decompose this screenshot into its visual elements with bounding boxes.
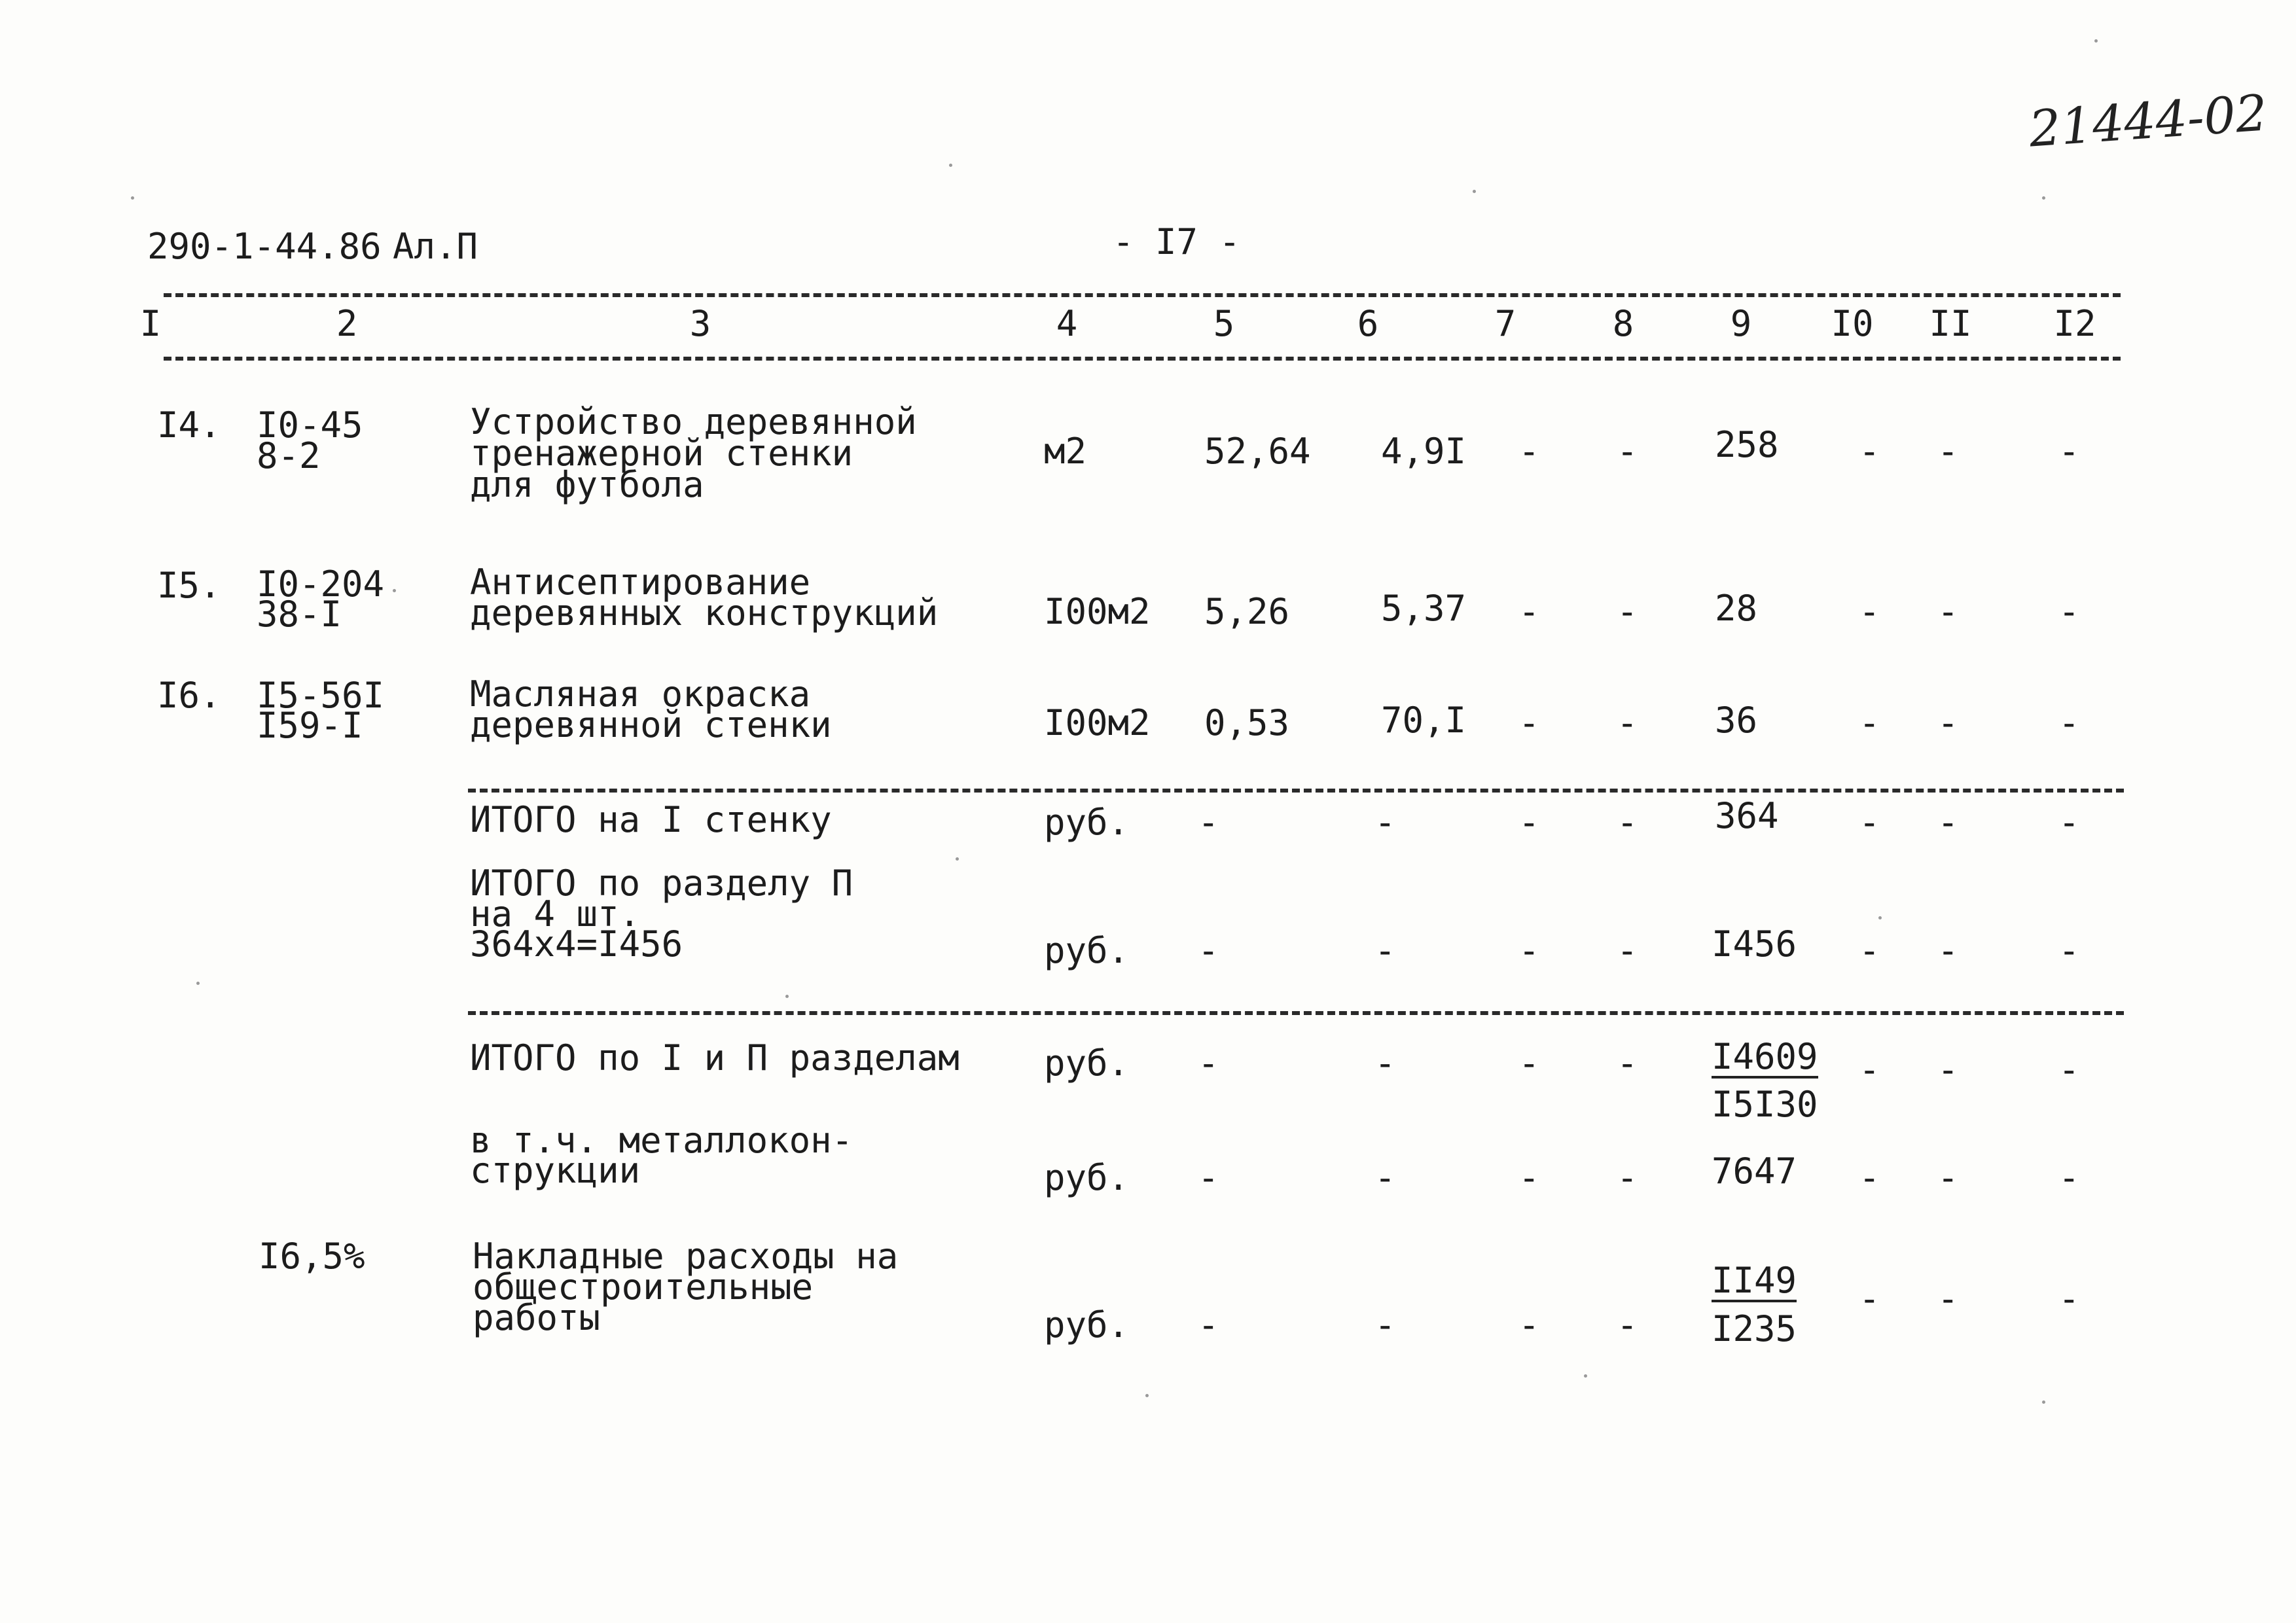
row-col10: - [1859,431,1880,472]
row-description: для футбола [470,464,704,505]
document-code: 290-1-44.86 [147,226,382,267]
scan-speck [2042,1400,2045,1404]
row-col11: - [1937,702,1959,743]
total-col9: 364 [1715,795,1779,836]
summary-col6: - [1374,1304,1396,1346]
total-description: ИТОГО на I стенку [470,799,832,840]
row-col5: 52,64 [1204,431,1311,472]
summary-col8: - [1617,1304,1638,1346]
total-col10: - [1859,802,1880,843]
total-unit: руб. [1044,930,1130,971]
row-col10: - [1859,591,1880,632]
total-col8: - [1617,930,1638,971]
row-code: I0-45 [257,404,363,446]
document-stamp: 21444-02 [2027,83,2269,158]
summary-col6: - [1374,1043,1396,1084]
scan-speck [2042,196,2045,200]
row-col6: 5,37 [1381,588,1467,629]
summary-unit: руб. [1044,1304,1130,1346]
summary-description: в т.ч. металлокон- [470,1120,853,1161]
total-col11: - [1937,802,1959,843]
row-number: I6. [157,675,221,716]
row-col12: - [2058,591,2080,632]
total-unit: руб. [1044,802,1130,843]
summary-description: Накладные расходы на [473,1236,899,1277]
scan-speck [1145,1394,1149,1397]
scan-speck [785,995,789,998]
summary-col6: - [1374,1157,1396,1198]
summary-description: работы [473,1297,601,1338]
summary-col7: - [1518,1043,1540,1084]
row-unit: м2 [1044,431,1087,472]
document-sheet: Ал.П [393,226,478,267]
summary-col11: - [1937,1157,1959,1198]
row-description: тренажерной стенки [470,433,853,474]
row-col9: 36 [1715,700,1758,741]
summary-col5: - [1198,1157,1219,1198]
row-description: деревянных конструкций [470,592,939,633]
row-description: деревянной стенки [470,704,832,745]
row-code: I5-56I [257,675,385,716]
row-col7: - [1518,591,1540,632]
summary-description: общестроительные [473,1266,814,1308]
row-col9: 28 [1715,588,1758,629]
total-description: ИТОГО по разделу П [470,863,853,904]
row-number: I4. [157,404,221,446]
total-col6: - [1374,930,1396,971]
summary-col11: - [1937,1049,1959,1090]
row-col8: - [1617,591,1638,632]
row-unit: I00м2 [1044,702,1151,743]
total-col12: - [2058,802,2080,843]
summary-description: ИТОГО по I и П разделам [470,1037,960,1079]
col-header-3: 3 [689,303,711,344]
total-col9: I456 [1712,923,1797,965]
row-col6: 70,I [1381,700,1467,741]
summary-col11: - [1937,1278,1959,1319]
scan-speck [949,164,952,167]
scan-speck [196,982,200,985]
summary-unit: руб. [1044,1157,1130,1198]
summary-col7: - [1518,1157,1540,1198]
row-col12: - [2058,431,2080,472]
row-code: I59-I [257,705,363,746]
summary-col7: - [1518,1304,1540,1346]
total-col7: - [1518,802,1540,843]
summary-col10: - [1859,1049,1880,1090]
col-header-10: I0 [1831,303,1874,344]
summary-rule [468,1011,2124,1015]
page-number: - I7 - [1113,221,1241,262]
row-col6: 4,9I [1381,431,1467,472]
col-header-4: 4 [1056,303,1078,344]
summary-col5: - [1198,1043,1219,1084]
row-col7: - [1518,702,1540,743]
totals-rule [468,789,2124,793]
summary-col8: - [1617,1043,1638,1084]
total-col11: - [1937,930,1959,971]
summary-col12: - [2058,1157,2080,1198]
col-header-2: 2 [336,303,358,344]
summary-col10: - [1859,1278,1880,1319]
row-number: I5. [157,565,221,606]
header-bottom-rule [164,357,2121,361]
total-col8: - [1617,802,1638,843]
col-header-11: II [1929,303,1972,344]
summary-code: I6,5% [259,1236,365,1277]
row-description: Масляная окраска [470,673,811,715]
total-description: 364х4=I456 [470,923,683,965]
scan-speck [1878,916,1882,919]
scan-speck [1473,190,1476,193]
row-col8: - [1617,431,1638,472]
row-unit: I00м2 [1044,591,1151,632]
summary-col10: - [1859,1157,1880,1198]
total-description: на 4 шт. [470,893,641,935]
summary-unit: руб. [1044,1043,1130,1084]
header-top-rule [164,293,2121,297]
summary-col9-top: II49 [1712,1260,1797,1301]
summary-col9: 7647 [1712,1150,1797,1192]
total-col10: - [1859,930,1880,971]
total-col5: - [1198,930,1219,971]
col-header-12: I2 [2053,303,2096,344]
summary-col9-top: I4609 [1712,1036,1818,1077]
scan-speck [393,589,396,592]
total-col12: - [2058,930,2080,971]
summary-description: струкции [470,1150,641,1191]
row-code: 38-I [257,594,342,635]
row-description: Антисептирование [470,562,811,603]
col-header-9: 9 [1730,303,1752,344]
row-col9: 258 [1715,424,1779,465]
row-col7: - [1518,431,1540,472]
col-header-5: 5 [1213,303,1235,344]
row-description: Устройство деревянной [470,401,917,442]
row-code: I0-204 [257,563,385,605]
total-col7: - [1518,930,1540,971]
row-col8: - [1617,702,1638,743]
row-col12: - [2058,702,2080,743]
col-header-7: 7 [1494,303,1516,344]
row-col11: - [1937,431,1959,472]
scan-speck [131,196,134,200]
summary-col8: - [1617,1157,1638,1198]
col-header-6: 6 [1357,303,1379,344]
row-code: 8-2 [257,435,321,476]
total-col6: - [1374,802,1396,843]
scan-speck [956,857,959,861]
row-col5: 5,26 [1204,591,1290,632]
summary-col5: - [1198,1304,1219,1346]
scan-speck [2094,39,2098,43]
col-header-1: I [139,303,162,344]
row-col11: - [1937,591,1959,632]
scan-speck [1584,1374,1587,1378]
summary-col12: - [2058,1278,2080,1319]
summary-col9-bottom: I235 [1712,1308,1797,1349]
summary-col9-bottom: I5I30 [1712,1084,1818,1125]
col-header-8: 8 [1612,303,1634,344]
row-col10: - [1859,702,1880,743]
summary-col12: - [2058,1049,2080,1090]
total-col5: - [1198,802,1219,843]
row-col5: 0,53 [1204,702,1290,743]
